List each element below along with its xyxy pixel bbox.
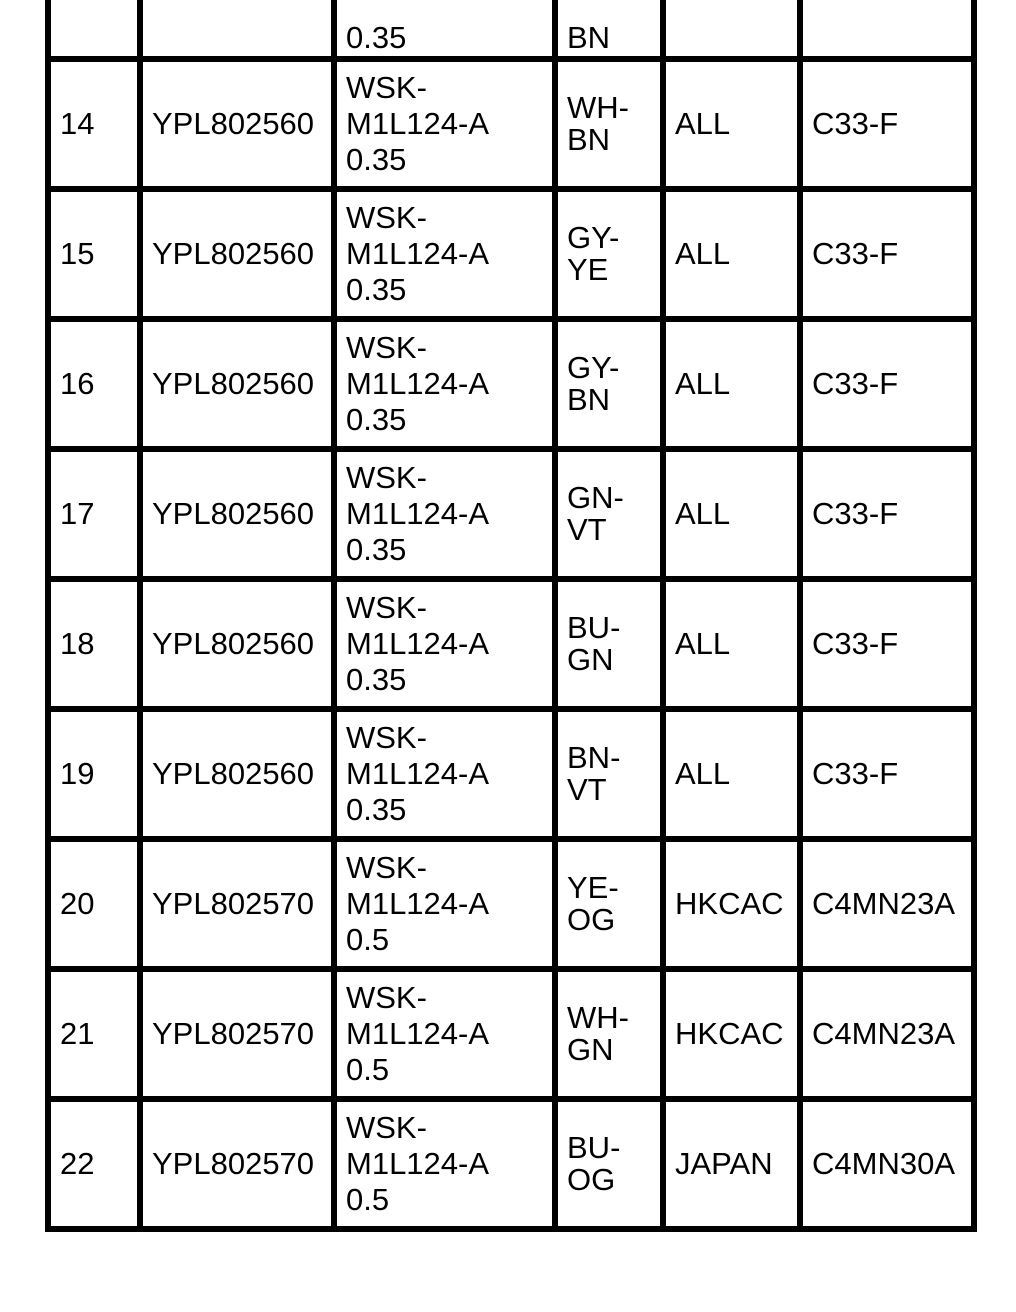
color-line-2: YE [567, 252, 609, 287]
table-row [48, 709, 974, 839]
cell-connector: C33-F [800, 709, 974, 839]
table-row [48, 839, 974, 969]
cell-no: 17 [48, 449, 140, 579]
color-line-1: YE- [567, 870, 619, 905]
color-line-1: WH- [567, 1000, 629, 1035]
cell-color [555, 59, 663, 189]
cell-connector: C33-F [800, 189, 974, 319]
table-row [48, 319, 974, 449]
cell-region: ALL [663, 709, 800, 839]
wire-spec-line-2: M1L124-A [346, 366, 490, 401]
wire-spec-line-1: WSK- [346, 850, 427, 885]
wire-spec-line-2: M1L124-A [346, 496, 490, 531]
cell-no: 15 [48, 189, 140, 319]
color-line-1: BU- [567, 1130, 621, 1165]
cell-no: 19 [48, 709, 140, 839]
color-line-2: OG [567, 902, 616, 937]
table-row [48, 969, 974, 1099]
cell-connector: C33-F [800, 449, 974, 579]
cell-no [48, 0, 140, 59]
cell-part-no: YPL802570 [140, 969, 334, 1099]
cell-wire-spec [334, 59, 555, 189]
cell-region: HKCAC [663, 839, 800, 969]
cell-color: BN [555, 0, 663, 59]
color-line-2: VT [567, 512, 607, 547]
cell-connector: C4MN30A [800, 1099, 974, 1229]
cell-wire-spec [334, 969, 555, 1099]
table-row [48, 59, 974, 189]
color-line-1: GY- [567, 350, 620, 385]
wire-spec-line-2: M1L124-A [346, 756, 490, 791]
wiring-table-container [45, 0, 971, 1276]
wire-spec-line-1: WSK- [346, 460, 427, 495]
color-line-2: BN [567, 382, 611, 417]
cell-color [555, 709, 663, 839]
cell-wire-spec [334, 189, 555, 319]
wire-spec-line-3: 0.35 [346, 532, 407, 567]
cell-region [663, 0, 800, 59]
cell-color [555, 319, 663, 449]
cell-color [555, 449, 663, 579]
cell-no: 16 [48, 319, 140, 449]
wire-spec-line-2: M1L124-A [346, 236, 490, 271]
wire-spec-line-2: M1L124-A [346, 626, 490, 661]
cell-wire-spec [334, 709, 555, 839]
color-line-2: VT [567, 772, 607, 807]
wire-spec-line-1: WSK- [346, 590, 427, 625]
cell-connector [800, 0, 974, 59]
cell-color [555, 579, 663, 709]
cell-no: 14 [48, 59, 140, 189]
cell-connector: C4MN23A [800, 969, 974, 1099]
cell-color [555, 1099, 663, 1229]
cell-part-no: YPL802560 [140, 189, 334, 319]
table-row [48, 189, 974, 319]
cell-no: 21 [48, 969, 140, 1099]
cell-part-no: YPL802560 [140, 579, 334, 709]
wire-spec-line-1: WSK- [346, 720, 427, 755]
table-row [48, 579, 974, 709]
cell-wire-spec [334, 579, 555, 709]
wire-spec-line-3: 0.35 [346, 272, 407, 307]
cell-region: JAPAN [663, 1099, 800, 1229]
cell-region: ALL [663, 59, 800, 189]
color-line-2: OG [567, 1162, 616, 1197]
wire-spec-line-2: M1L124-A [346, 1016, 490, 1051]
cell-region: ALL [663, 189, 800, 319]
wire-spec-line-1: WSK- [346, 330, 427, 365]
wire-spec-line-1: WSK- [346, 1110, 427, 1145]
wire-spec-line-1: WSK- [346, 70, 427, 105]
cell-part-no: YPL802570 [140, 1099, 334, 1229]
cell-part-no: YPL802560 [140, 319, 334, 449]
cell-wire-spec [334, 319, 555, 449]
color-line-1: BN- [567, 740, 621, 775]
wire-spec-line-2: M1L124-A [346, 1146, 490, 1181]
wire-spec-line-2: M1L124-A [346, 106, 490, 141]
cell-color [555, 969, 663, 1099]
color-line-2: GN [567, 642, 614, 677]
wire-spec-line-3: 0.35 [346, 402, 407, 437]
wire-spec-line-3: 0.5 [346, 1182, 390, 1217]
wire-spec-line-3: 0.35 [346, 792, 407, 827]
cell-connector: C33-F [800, 579, 974, 709]
cell-wire-spec [334, 839, 555, 969]
cell-wire-spec: 0.35 [334, 0, 555, 59]
cell-region: ALL [663, 579, 800, 709]
cell-no: 22 [48, 1099, 140, 1229]
cell-region: ALL [663, 319, 800, 449]
cell-color [555, 839, 663, 969]
wire-spec-line-3: 0.5 [346, 1052, 390, 1087]
color-line-1: GY- [567, 220, 620, 255]
wire-spec-line-1: WSK- [346, 980, 427, 1015]
table-row [48, 1099, 974, 1229]
cell-part-no: YPL802560 [140, 449, 334, 579]
cell-part-no: YPL802560 [140, 709, 334, 839]
wire-spec-line-3: 0.35 [346, 662, 407, 697]
cell-region: HKCAC [663, 969, 800, 1099]
color-line-1: WH- [567, 90, 629, 125]
wire-spec-line-2: M1L124-A [346, 886, 490, 921]
color-line-1: BU- [567, 610, 621, 645]
cell-connector: C4MN23A [800, 839, 974, 969]
cell-wire-spec [334, 449, 555, 579]
table-row-partial [48, 0, 974, 59]
cell-part-no: YPL802570 [140, 839, 334, 969]
cell-wire-spec [334, 1099, 555, 1229]
table-row [48, 449, 974, 579]
cell-connector: C33-F [800, 59, 974, 189]
wiring-table [45, 0, 977, 1232]
color-line-2: BN [567, 122, 611, 157]
color-line-2: GN [567, 1032, 614, 1067]
cell-no: 18 [48, 579, 140, 709]
color-line-1: GN- [567, 480, 624, 515]
wire-spec-line-3: 0.35 [346, 142, 407, 177]
cell-color [555, 189, 663, 319]
wire-spec-line-1: WSK- [346, 200, 427, 235]
cell-no: 20 [48, 839, 140, 969]
cell-part-no [140, 0, 334, 59]
cell-connector: C33-F [800, 319, 974, 449]
wiring-table-body [48, 0, 974, 1229]
wire-spec-line-3: 0.5 [346, 922, 390, 957]
cell-region: ALL [663, 449, 800, 579]
cell-part-no: YPL802560 [140, 59, 334, 189]
